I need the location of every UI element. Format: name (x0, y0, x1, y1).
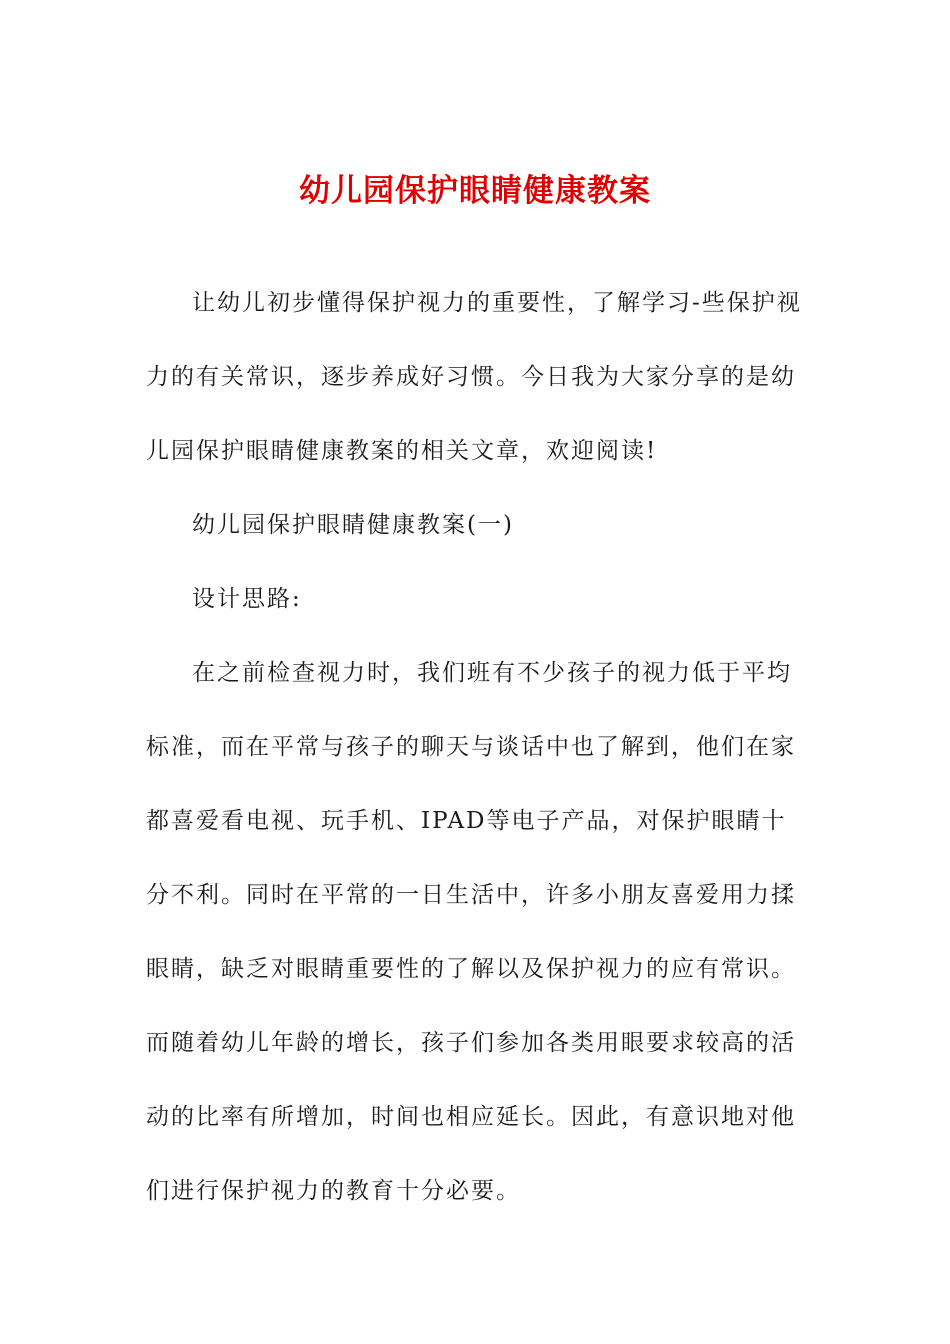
document-title: 幼儿园保护眼睛健康教案 (299, 172, 651, 209)
document-body (146, 266, 806, 1228)
intro-paragraph: 让幼儿初步懂得保护视力的重要性，了解学习-些保护视力的有关常识，逐步养成好习惯。今日我为大家分享的是幼儿园保护眼睛健康教案的相关文章，欢迎阅读! (146, 290, 802, 464)
subsection-label: 设计思路: (192, 586, 302, 612)
design-rationale-paragraph: 在之前检查视力时，我们班有不少孩子的视力低于平均标准，而在平常与孩子的聊天与谈话中也了解到，他们在家都喜爱看电视、玩手机、IPAD等电子产品，对保护眼睛十分不利。同时在平常的一日生活中，许多小朋友喜爱用力揉眼睛，缺乏对眼睛重要性的了解以及保护视力的应有常识。而随着幼儿年龄的增长，孩子们参加各类用眼要求较高的活动的比率有所增加，时间也相应延长。因此，有意识地对他们进行保护视力的教育十分必要。 (146, 660, 796, 1204)
section-heading: 幼儿园保护眼睛健康教案(一) (192, 512, 514, 538)
